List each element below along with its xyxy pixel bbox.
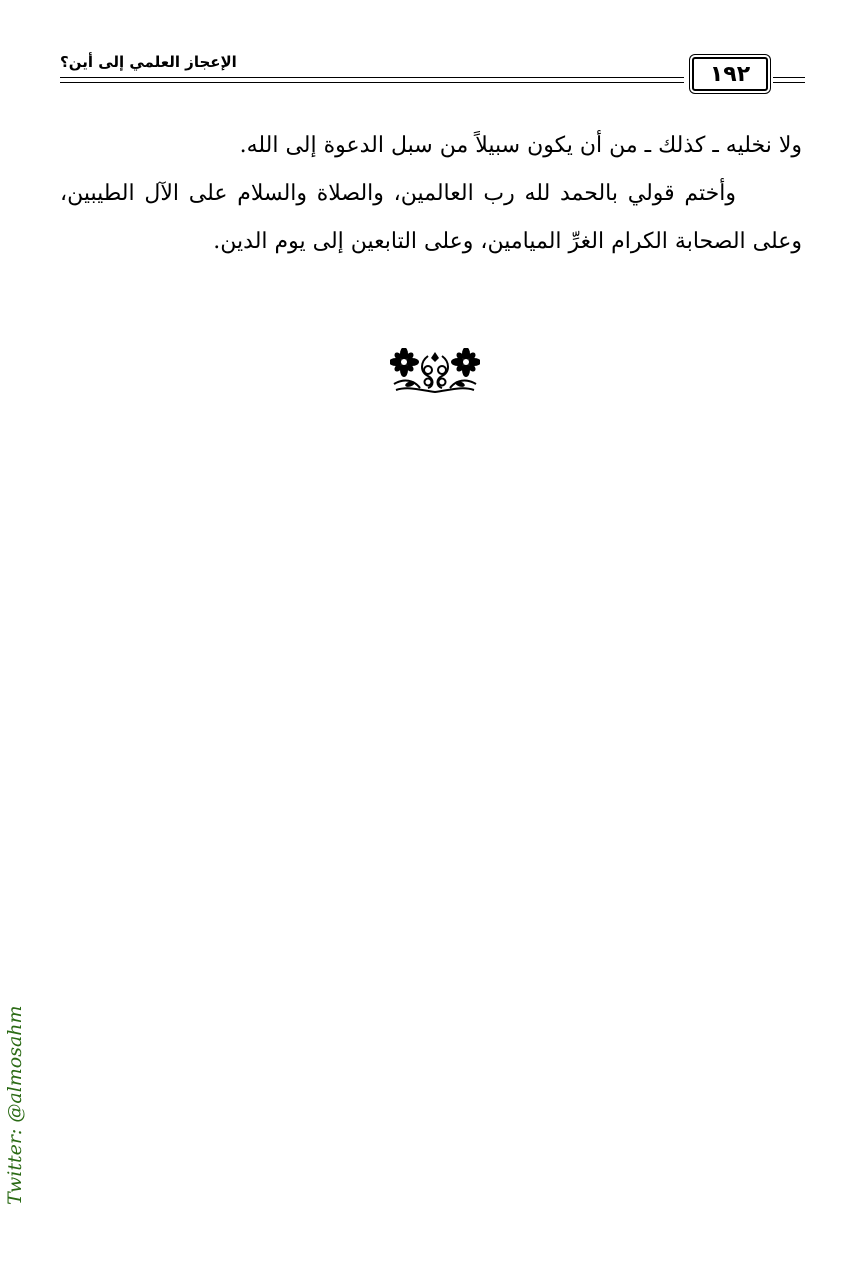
paragraph-1: ولا نخليه ـ كذلك ـ من أن يكون سبيلاً من سبل الدعوة إلى الله. [239, 133, 802, 158]
twitter-watermark: Twitter: @almosahm [4, 1005, 26, 1205]
running-title: الإعجاز العلمي إلى أين؟ [60, 53, 237, 71]
page-header [60, 52, 805, 97]
page-body [60, 122, 802, 266]
page-number: ١٩٢ [692, 57, 768, 91]
floral-ornament-icon [390, 348, 480, 394]
paragraph-2: وأختم قولي بالحمد لله رب العالمين، والصلاة والسلام على الآل الطيبين، وعلى الصحابة الكرام الغرِّ الميامين، وعلى التابعين إلى يوم الدين. [60, 181, 802, 254]
header-rule-left [60, 77, 684, 83]
header-rule-right [773, 77, 805, 83]
